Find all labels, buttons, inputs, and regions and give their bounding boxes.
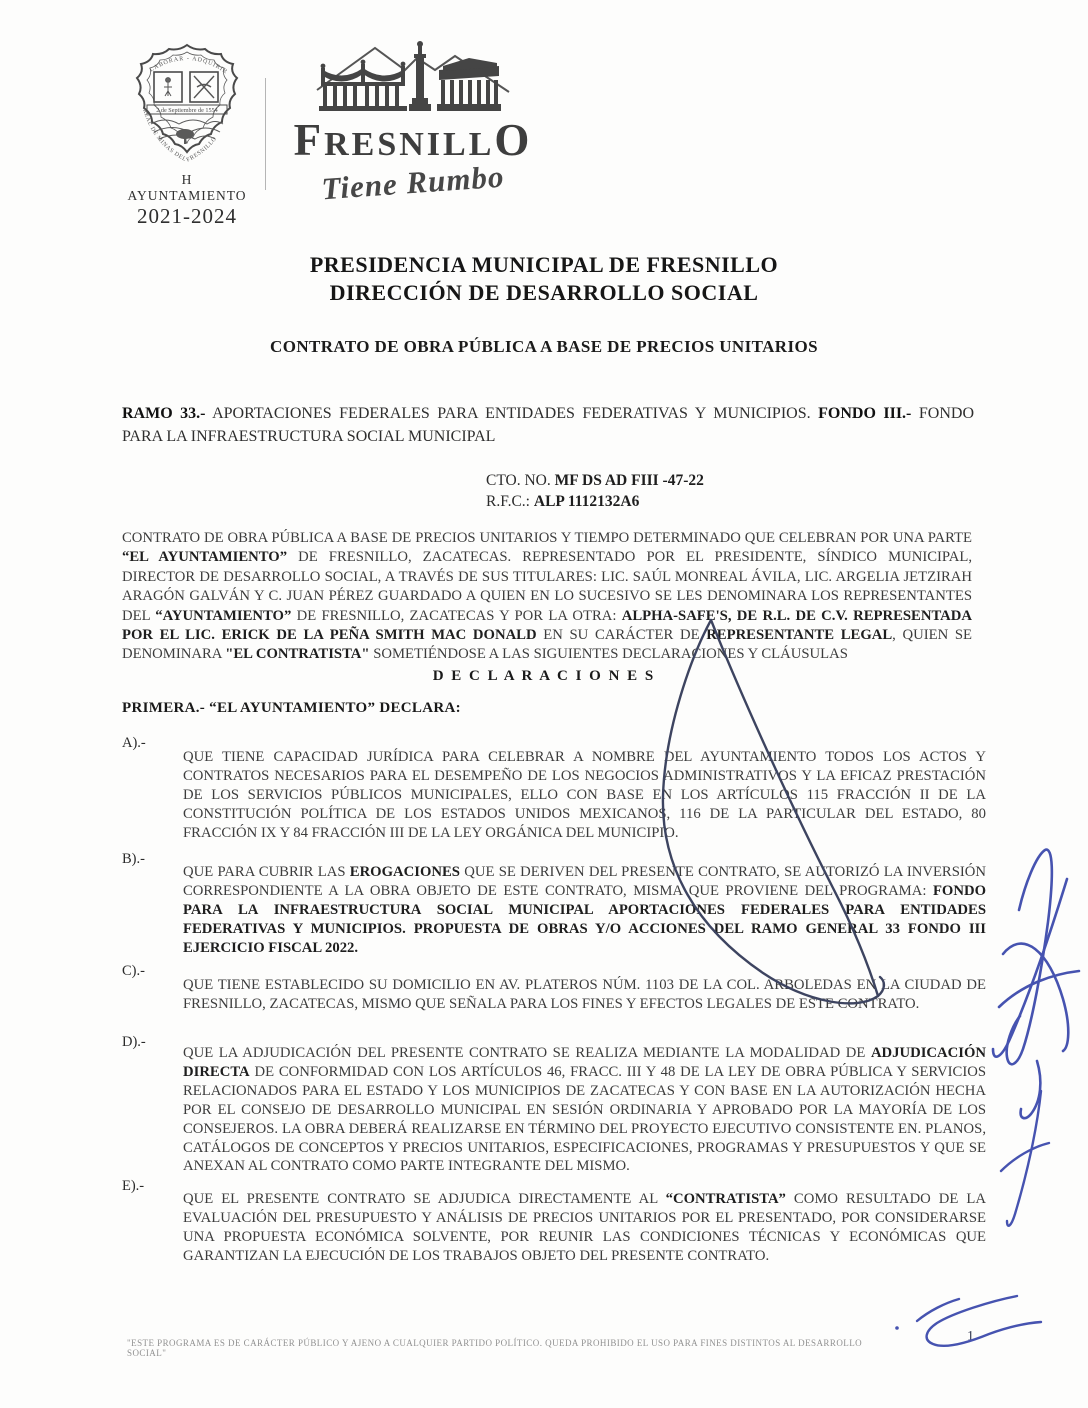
clause-d-text: QUE LA ADJUDICACIÓN DEL PRESENTE CONTRATO SE REALIZA MEDIANTE LA MODALIDAD DE ADJUDICACIÓN DIRECTA DE CONFORMIDAD CON LOS ARTÍCULOS 46, FRACC. III Y 48 DE LA LEY DE OBRA PÚBLICA Y SERVICIOS RELACIONADOS PARA EL ESTADO Y LOS MUNICIPIOS DE ZACATECAS Y CON BASE EN LA AUTORIZACIÓN HECHA POR EL CONSEJO DE DESARROLLO MUNICIPAL EN SESIÓN ORDINARIA Y APROBADO POR LA MAYORÍA DE LOS CONSEJEROS. LA OBRA DEBERÁ REALIZARSE EN TÉRMINO DEL PROYECTO EJECUTIVO CONSISTENTE EN. PLANOS, CATÁLOGOS DE CONCEPTOS Y PRECIOS UNITARIOS, ESPECIFICACIONES, PROGRAMAS Y PRESUPUESTOS Y QUE SE ANEXAN AL CONTRATO COMO PARTE INTEGRANTE DEL MISMO.: [183, 1045, 986, 1175]
document-title: [0, 251, 1088, 307]
crest-caption: H AYUNTAMIENTO: [127, 172, 247, 203]
title-line-1: PRESIDENCIA MUNICIPAL DE FRESNILLO: [309, 252, 779, 277]
monument-icon: [313, 36, 513, 122]
footer-disclaimer: "ESTE PROGRAMA ES DE CARÁCTER PÚBLICO Y AJENO A CUALQUIER PARTIDO POLÍTICO. QUEDA PROHIBIDO EL USO PARA FINES DISTINTOS AL DESARROLLO SOCIAL": [127, 1338, 863, 1358]
title-line-2: DIRECCIÓN DE DESARROLLO SOCIAL: [329, 280, 759, 305]
crest-banner-date: 2 de Septiembre de 1554: [156, 107, 218, 114]
clause-e-text: QUE EL PRESENTE CONTRATO SE ADJUDICA DIRECTAMENTE AL “CONTRATISTA” COMO RESULTADO DE LA EVALUACIÓN DEL PRESUPUESTO Y ANÁLISIS DE PRECIOS UNITARIOS POR EL PRESENTADO, POR CONSIDERARSE UNA PROPUESTA ECONÓMICA SOLVENTE, POR REUNIR LAS CONDICIONES TÉCNICAS Y ECONÓMICAS QUE GARANTIZAN LA EJECUCIÓN DE LOS TRABAJOS OBJETO DEL PRESENTE CONTRATO.: [183, 1191, 986, 1264]
crest-motto-bottom: REAL DE MINAS DEL FRESNILLO: [141, 108, 219, 164]
wordmark-middle: RESNILL: [324, 126, 495, 163]
clause-a-label: A).-: [122, 735, 146, 751]
clause-c-label: C).-: [122, 963, 145, 979]
fresnillo-logo: [288, 36, 538, 207]
clause-e-label: E).-: [122, 1178, 145, 1194]
signature-scribble: [993, 850, 1079, 1119]
fresnillo-wordmark: [288, 115, 538, 165]
contract-number: CTO. NO. MF DS AD FIII -47-22: [486, 472, 704, 489]
crest-motto-top: LABORAR - ADQUIRIR: [148, 55, 229, 76]
initial-mark-scribble: [1001, 1091, 1049, 1226]
crest-shield-icon: [127, 42, 247, 170]
contract-ids: [486, 470, 704, 512]
wordmark-final-o: O: [494, 115, 533, 165]
crest-tree-icon: [176, 129, 194, 144]
municipal-crest: [126, 42, 248, 229]
contract-rfc: R.F.C.: ALP 1112132A6: [486, 493, 640, 510]
crest-years: 2021-2024: [137, 204, 237, 228]
clause-b-label: B).-: [122, 851, 145, 867]
clause-d-label: D).-: [122, 1034, 146, 1050]
document-subtitle: CONTRATO DE OBRA PÚBLICA A BASE DE PRECIOS UNITARIOS: [270, 337, 818, 356]
ramo-heading: RAMO 33.- APORTACIONES FEDERALES PARA ENTIDADES FEDERATIVAS Y MUNICIPIOS. FONDO III.- FONDO PARA LA INFRAESTRUCTURA SOCIAL MUNICIPAL: [122, 405, 975, 445]
header-divider: [265, 78, 266, 190]
intro-paragraph: CONTRATO DE OBRA PÚBLICA A BASE DE PRECIOS UNITARIOS Y TIEMPO DETERMINADO QUE CELEBRAN POR UNA PARTE “EL AYUNTAMIENTO” DE FRESNILLO, ZACATECAS. REPRESENTADO POR EL PRESIDENTE, SÍNDICO MUNICIPAL, DIRECTOR DE DESARROLLO SOCIAL, A TRAVÉS DE SUS TITULARES: LIC. SAÚL MONREAL ÁVILA, LIC. ARGELIA JETZIRAH ARAGÓN GALVÁN Y C. JUAN PÉREZ GUARDADO A QUIEN EN LO SUCESIVO SE LES DENOMINARA LOS REPRESENTANTES DEL “AYUNTAMIENTO” DE FRESNILLO, ZACATECAS Y POR LA OTRA: ALPHA-SAFE'S, DE R.L. DE C.V. REPRESENTADA POR EL LIC. ERICK DE LA PEÑA SMITH MAC DONALD EN SU CARÁCTER DE REPRESENTANTE LEGAL, QUIEN SE DENOMINARA "EL CONTRATISTA" SOMETIÉNDOSE A LAS SIGUIENTES DECLARACIONES Y CLÁUSULAS: [122, 530, 972, 663]
fresnillo-tagline: Tiene Rumbo: [320, 158, 506, 207]
clause-b-text: QUE PARA CUBRIR LAS EROGACIONES QUE SE DERIVEN DEL PRESENTE CONTRATO, SE AUTORIZÓ LA INVERSIÓN CORRESPONDIENTE A LA OBRA OBJETO DE ESTE CONTRATO, MISMA QUE PROVIENE DEL PROGRAMA: FONDO PARA LA INFRAESTRUCTURA SOCIAL MUNICIPAL APORTACIONES FEDERALES PARA ENTIDADES FEDERATIVAS Y MUNICIPIOS. PROPUESTA DE OBRAS Y/O ACCIONES DEL RAMO GENERAL 33 FONDO III EJERCICIO FISCAL 2022.: [183, 864, 986, 956]
crest-tools-icon: [194, 76, 214, 98]
declaraciones-heading: D E C L A R A C I O N E S: [432, 668, 656, 684]
crest-figure-icon: [164, 78, 172, 96]
wordmark-initial: F: [293, 115, 325, 165]
primera-heading: PRIMERA.- “EL AYUNTAMIENTO” DECLARA:: [122, 700, 461, 716]
page-number: 1: [967, 1329, 974, 1344]
clause-a-text: QUE TIENE CAPACIDAD JURÍDICA PARA CELEBRAR A NOMBRE DEL AYUNTAMIENTO TODOS LOS ACTOS Y CONTRATOS NECESARIOS PARA EL DESEMPEÑO DE LOS NEGOCIOS ADMINISTRATIVOS Y LA EFICAZ PRESTACIÓN DE LOS SERVICIOS PÚBLICOS MUNICIPALES, ELLO CON BASE EN LOS ARTÍCULOS 115 FRACCIÓN II DE LA CONSTITUCIÓN POLÍTICA DE LOS ESTADOS UNIDOS MEXICANOS, 116 DE LA PARTICULAR DEL ESTADO, 80 FRACCIÓN IX Y 84 FRACCIÓN III DE LA LEY ORGÁNICA DEL MUNICIPIO.: [183, 749, 986, 841]
clause-c-text: QUE TIENE ESTABLECIDO SU DOMICILIO EN AV. PLATEROS NÚM. 1103 DE LA COL. ARBOLEDAS EN LA CIUDAD DE FRESNILLO, ZACATECAS, MISMO QUE SEÑALA PARA LOS FINES Y EFECTOS LEGALES DE ESTE CONTRATO.: [183, 977, 986, 1012]
